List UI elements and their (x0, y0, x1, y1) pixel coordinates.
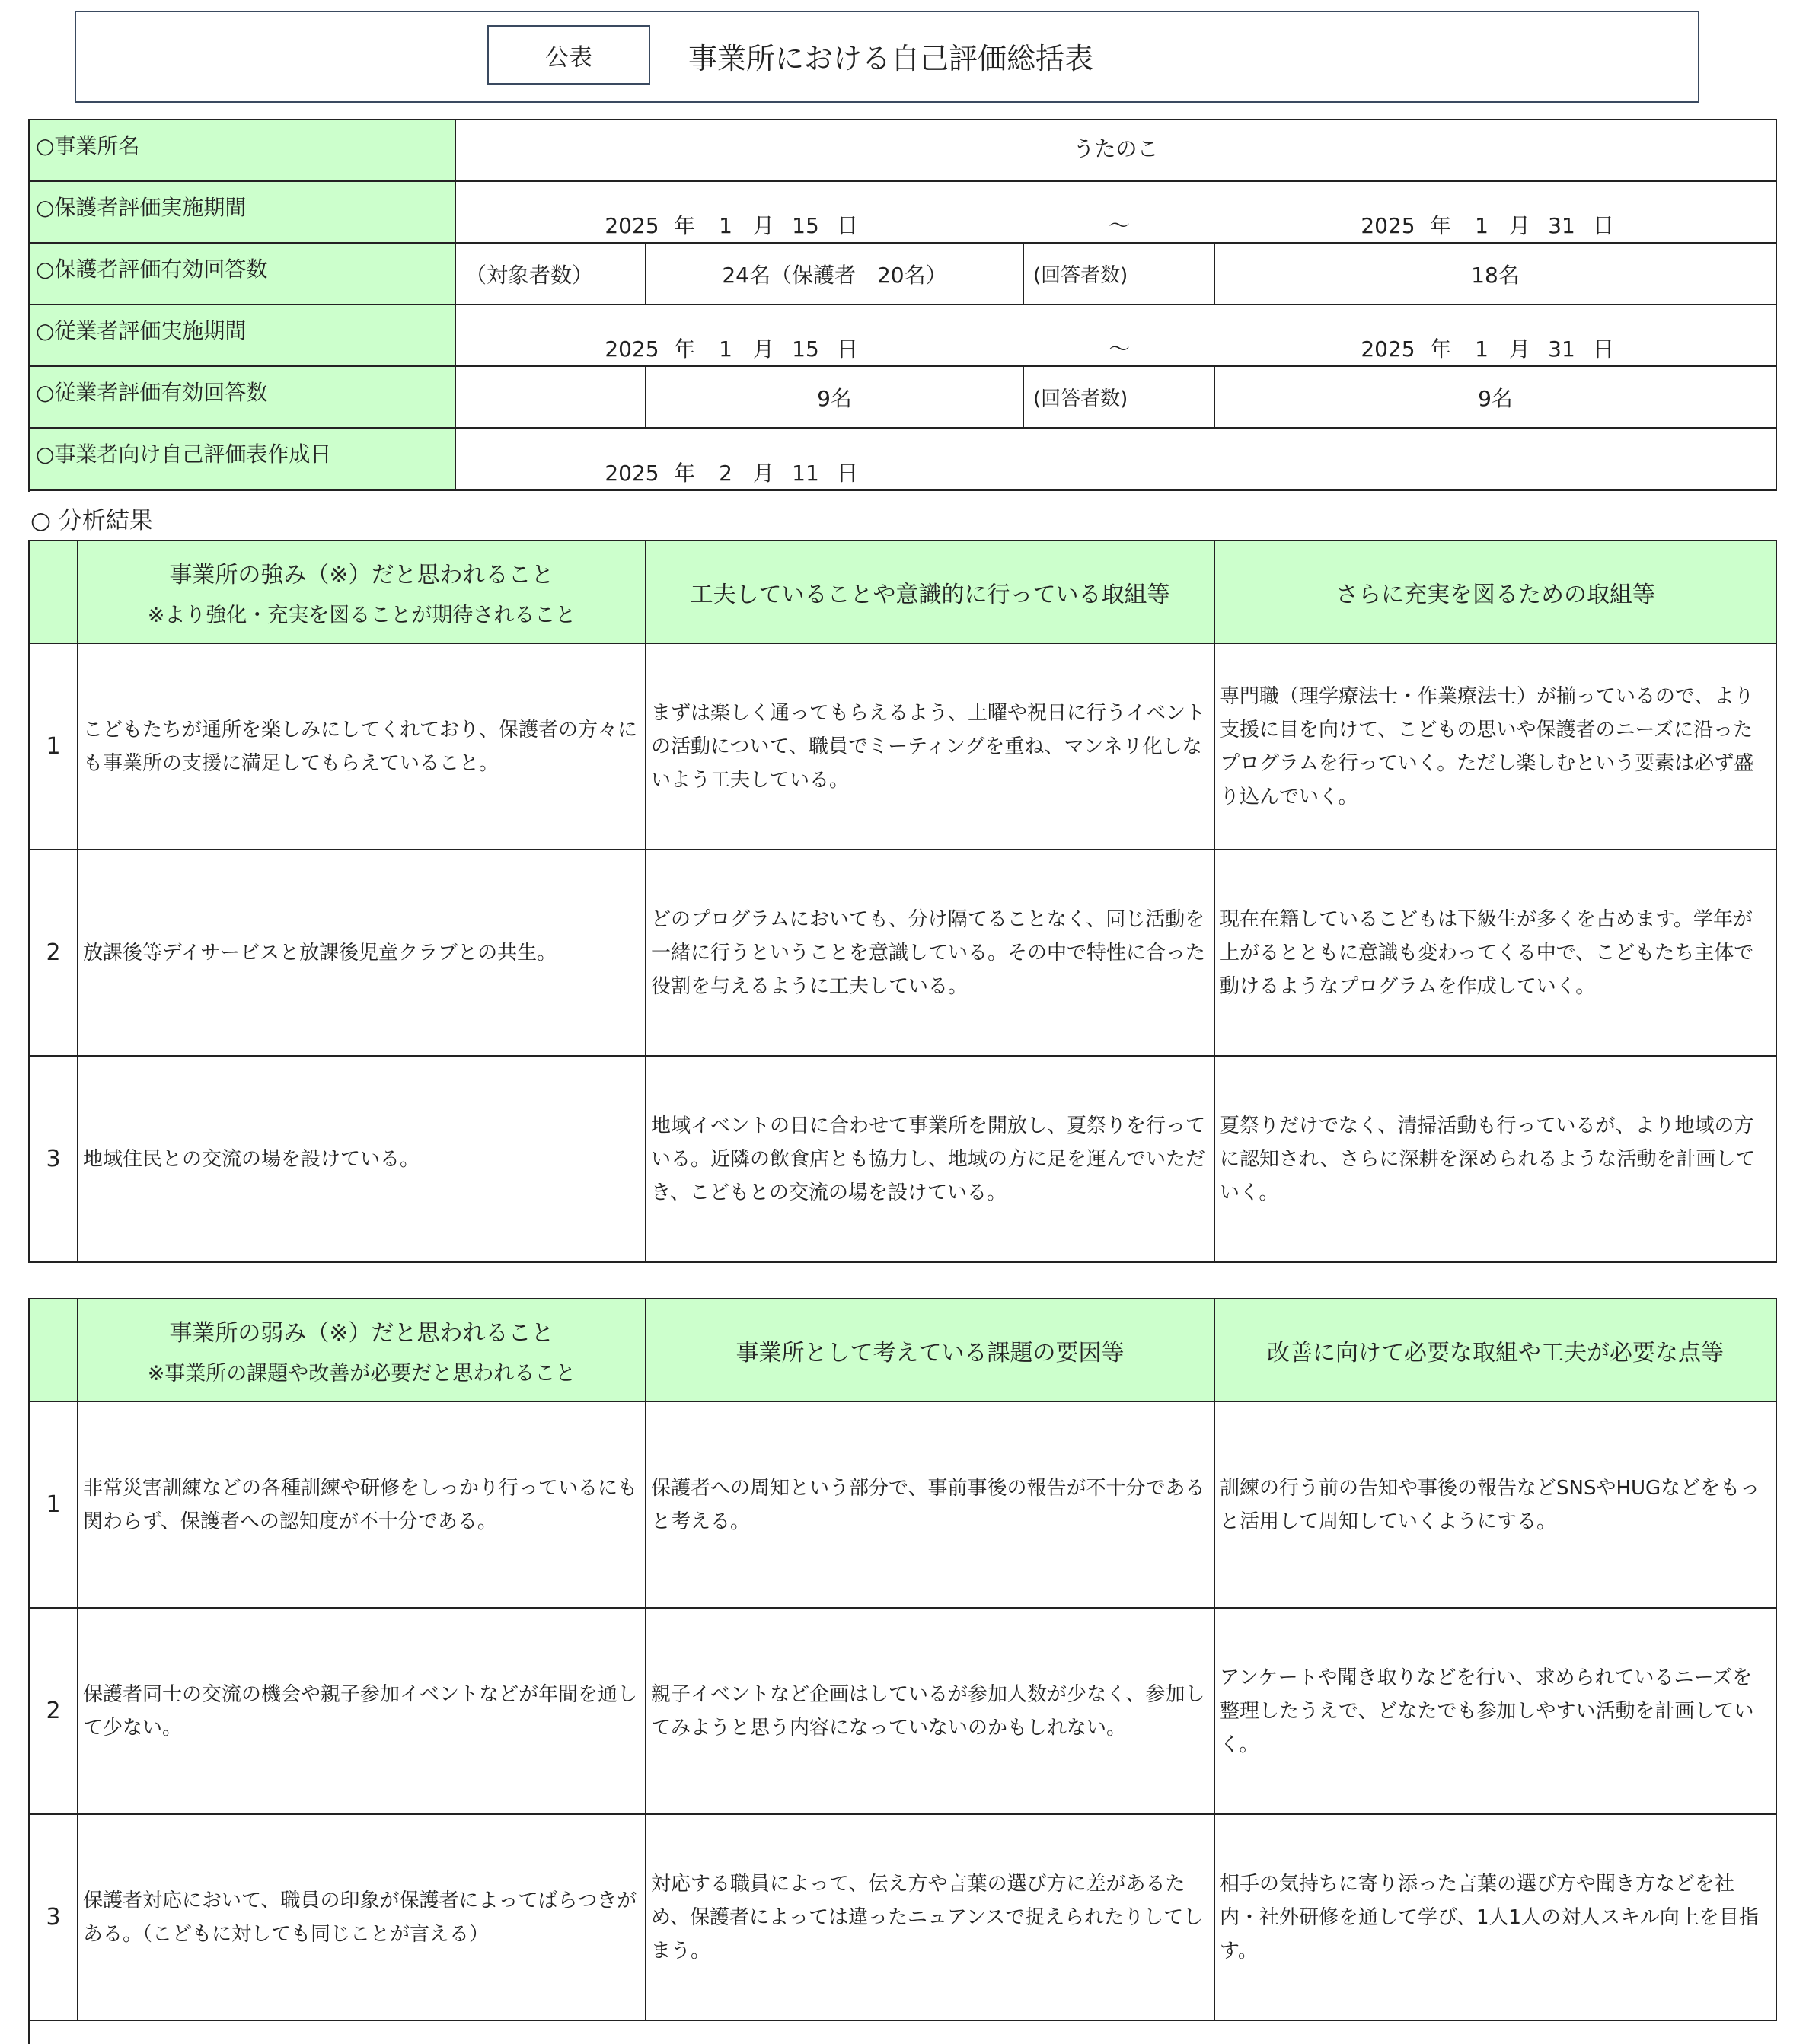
text-line: き、こどもとの交流の場を設けている。 (651, 1181, 1007, 1204)
strengths-header-col1 (78, 541, 646, 644)
strengths-cell-c1 (78, 1057, 646, 1263)
text-line: と活用して周知していくようにする。 (1220, 1510, 1557, 1533)
strengths-cell-c3 (1215, 850, 1777, 1057)
text-line: め、保護者によっては違ったニュアンスで捉えられたりしてし (651, 1905, 1204, 1929)
facility-name-label: ○事業所名 (30, 120, 456, 182)
strengths-col1-note: ※より強化・充実を図ることが期待されること (147, 604, 576, 627)
strengths-col1-title: 事業所の強み（※）だと思われること (169, 562, 554, 588)
strengths-header-col2 (646, 541, 1215, 644)
text-line: 専門職（理学療法士・作業療法士）が揃っているので、より (1220, 684, 1754, 708)
weaknesses-cell-c2 (646, 1815, 1215, 2021)
strengths-col3-title: さらに充実を図るための取組等 (1335, 581, 1655, 608)
self-eval-date-label: ○事業者向け自己評価表作成日 (30, 429, 456, 491)
staff-responses-label: ○従業者評価有効回答数 (30, 367, 456, 429)
weaknesses-cell-c3 (1215, 1815, 1777, 2021)
weaknesses-cell-text (1220, 1661, 1753, 1762)
text-line: いく。 (1220, 1181, 1279, 1204)
strengths-row-number: 3 (30, 1057, 78, 1263)
text-line: 訓練の行う前の告知や事後の報告などSNSやHUGなどをもっ (1220, 1476, 1760, 1500)
weaknesses-cell-c3 (1215, 1609, 1777, 1815)
text-line: 地域住民との交流の場を設けている。 (83, 1147, 420, 1171)
weaknesses-cell-c2 (646, 1402, 1215, 1609)
text-line: 支援に目を向けて、こどもの思いや保護者のニーズに沿った (1220, 718, 1753, 741)
weaknesses-col3-title: 改善に向けて必要な取組や工夫が必要な点等 (1267, 1339, 1724, 1366)
staff-target-label-empty (456, 367, 646, 429)
strengths-row-number: 2 (30, 850, 78, 1057)
weaknesses-header-num (30, 1299, 78, 1402)
staff-period-tilde: ～ (1109, 336, 1131, 362)
text-line: 非常災害訓練などの各種訓練や研修をしっかり行っているにも (83, 1476, 638, 1500)
text-line: 内・社外研修を通して学び、1人1人の対人スキル向上を目指 (1220, 1905, 1759, 1929)
weaknesses-cell-text (651, 1678, 1205, 1745)
guardian-period-tilde: ～ (1109, 213, 1131, 238)
guardian-responses-label: ○保護者評価有効回答数 (30, 244, 456, 305)
text-line: て少ない。 (83, 1716, 183, 1739)
strengths-cell-text (651, 1109, 1205, 1210)
text-line: 保護者同士の交流の機会や親子参加イベントなどが年間を通し (83, 1682, 638, 1706)
text-line: も事業所の支援に満足してもらえていること。 (83, 751, 499, 775)
weaknesses-cell-c1 (78, 1402, 646, 1609)
strengths-cell-c3 (1215, 1057, 1777, 1263)
strengths-col2-title: 工夫していることや意識的に行っている取組等 (690, 581, 1170, 608)
text-line: まう。 (651, 1939, 711, 1963)
text-line: く。 (1220, 1733, 1259, 1756)
strengths-header-num (30, 541, 78, 644)
text-line: 親子イベントなど企画はしているが参加人数が少なく、参加し (651, 1682, 1205, 1706)
self-eval-date: 2025 年 2 月 11 日 (605, 461, 858, 486)
text-line: 整理したうえで、どなたでも参加しやすい活動を計画してい (1220, 1699, 1754, 1723)
weaknesses-cell-text (1220, 1472, 1760, 1539)
text-line: 一緒に行うということを意識している。その中で特性に合った (651, 941, 1206, 965)
weaknesses-header-col1 (78, 1299, 646, 1402)
weaknesses-col1-note: ※事業所の課題や改善が必要だと思われること (147, 1362, 576, 1386)
weaknesses-header-col3 (1215, 1299, 1777, 1402)
strengths-cell-text (1220, 1109, 1756, 1210)
weaknesses-row-number: 2 (30, 1609, 78, 1815)
staff-respondent-label: (回答者数) (1024, 367, 1215, 429)
text-line: 役割を与えるように工夫している。 (651, 974, 968, 998)
strengths-cell-text (1220, 903, 1753, 1003)
staff-period-end: 2025 年 1 月 31 日 (1361, 336, 1614, 362)
strengths-cell-c2 (646, 644, 1215, 850)
strengths-cell-text (651, 697, 1205, 797)
weaknesses-col1-title: 事業所の弱み（※）だと思われること (169, 1320, 554, 1347)
text-line: 動けるようなプログラムを作成していく。 (1220, 974, 1596, 998)
strengths-cell-text (83, 713, 637, 780)
strengths-cell-c2 (646, 1057, 1215, 1263)
weaknesses-row-number: 1 (30, 1402, 78, 1609)
text-line: 放課後等デイサービスと放課後児童クラブとの共生。 (83, 941, 557, 965)
weaknesses-cell-text (83, 1884, 637, 1951)
staff-period-label: ○従業者評価実施期間 (30, 305, 456, 367)
weaknesses-cell-text (1220, 1867, 1759, 1968)
text-line: す。 (1220, 1939, 1258, 1963)
strengths-cell-c1 (78, 850, 646, 1057)
text-line: に認知され、さらに深耕を深められるような活動を計画して (1220, 1147, 1756, 1171)
guardian-respondent-label: (回答者数) (1024, 244, 1215, 305)
text-line: プログラムを行っていく。ただし楽しむという要素は必ず盛 (1220, 751, 1754, 775)
text-line: こどもたちが通所を楽しみにしてくれており、保護者の方々に (83, 718, 638, 741)
weaknesses-cell-c1 (78, 1609, 646, 1815)
text-line: いる。近隣の飲食店とも協力し、地域の方に足を運んでいただ (651, 1147, 1206, 1171)
document-title: 事業所における自己評価総括表 (688, 41, 1094, 75)
text-line: 相手の気持ちに寄り添った言葉の選び方や聞き方などを社 (1220, 1872, 1735, 1896)
text-line: の活動について、職員でミーティングを重ね、マンネリ化しな (651, 735, 1202, 758)
weaknesses-col2-title: 事業所として考えている課題の要因等 (735, 1339, 1125, 1366)
text-line: と考える。 (651, 1510, 751, 1533)
text-line: てみようと思う内容になっていないのかもしれない。 (651, 1716, 1127, 1739)
text-line: ある。（こどもに対しても同じことが言える） (83, 1922, 490, 1946)
weaknesses-cell-text (83, 1472, 637, 1539)
public-label: 公表 (487, 25, 650, 85)
guardian-target-label: （対象者数） (456, 244, 646, 305)
weaknesses-cell-c3 (1215, 1402, 1777, 1609)
weaknesses-cell-text (651, 1867, 1203, 1968)
staff-respondent-value: 9名 (1215, 367, 1777, 429)
weaknesses-cell-text (651, 1472, 1205, 1539)
guardian-target-value: 24名（保護者 20名） (646, 244, 1024, 305)
weaknesses-cell-text (83, 1678, 637, 1745)
strengths-row-number: 1 (30, 644, 78, 850)
guardian-period-end: 2025 年 1 月 31 日 (1361, 213, 1614, 238)
weaknesses-row-number: 3 (30, 1815, 78, 2021)
text-line: どのプログラムにおいても、分け隔てることなく、同じ活動を (651, 907, 1205, 931)
text-line: 保護者対応において、職員の印象が保護者によってばらつきが (83, 1889, 637, 1912)
weaknesses-cell-c1 (78, 1815, 646, 2021)
text-line: り込んでいく。 (1220, 785, 1358, 808)
strengths-cell-text (1220, 680, 1753, 814)
guardian-period-start: 2025 年 1 月 15 日 (605, 213, 858, 238)
guardian-period-label: ○保護者評価実施期間 (30, 182, 456, 244)
staff-target-value: 9名 (646, 367, 1024, 429)
strengths-cell-text (83, 936, 557, 970)
text-line: 地域イベントの日に合わせて事業所を開放し、夏祭りを行って (651, 1114, 1206, 1137)
text-line: 上がるとともに意識も変わってくる中で、こどもたち主体で (1220, 941, 1754, 965)
strengths-header-col3 (1215, 541, 1777, 644)
text-line: 関わらず、保護者への認知度が不十分である。 (83, 1510, 497, 1533)
strengths-cell-text (651, 903, 1205, 1003)
text-line: いよう工夫している。 (651, 768, 850, 792)
text-line: 対応する職員によって、伝え方や言葉の選び方に差があるた (651, 1872, 1185, 1896)
text-line: アンケートや聞き取りなどを行い、求められているニーズを (1220, 1666, 1753, 1689)
weaknesses-header-col2 (646, 1299, 1215, 1402)
text-line: 保護者への周知という部分で、事前事後の報告が不十分である (651, 1476, 1205, 1500)
text-line: 現在在籍しているこどもは下級生が多くを占めます。学年が (1220, 907, 1753, 931)
strengths-cell-c3 (1215, 644, 1777, 850)
analysis-heading: ○ 分析結果 (30, 507, 153, 534)
strengths-cell-text (83, 1143, 420, 1176)
text-line: まずは楽しく通ってもらえるよう、土曜や祝日に行うイベント (651, 701, 1206, 725)
strengths-cell-c1 (78, 644, 646, 850)
weaknesses-cell-c2 (646, 1609, 1215, 1815)
staff-period-start: 2025 年 1 月 15 日 (605, 336, 858, 362)
guardian-respondent-value: 18名 (1215, 244, 1777, 305)
facility-name-value: うたのこ (456, 120, 1777, 182)
text-line: 夏祭りだけでなく、清掃活動も行っているが、より地域の方 (1220, 1114, 1754, 1137)
strengths-cell-c2 (646, 850, 1215, 1057)
